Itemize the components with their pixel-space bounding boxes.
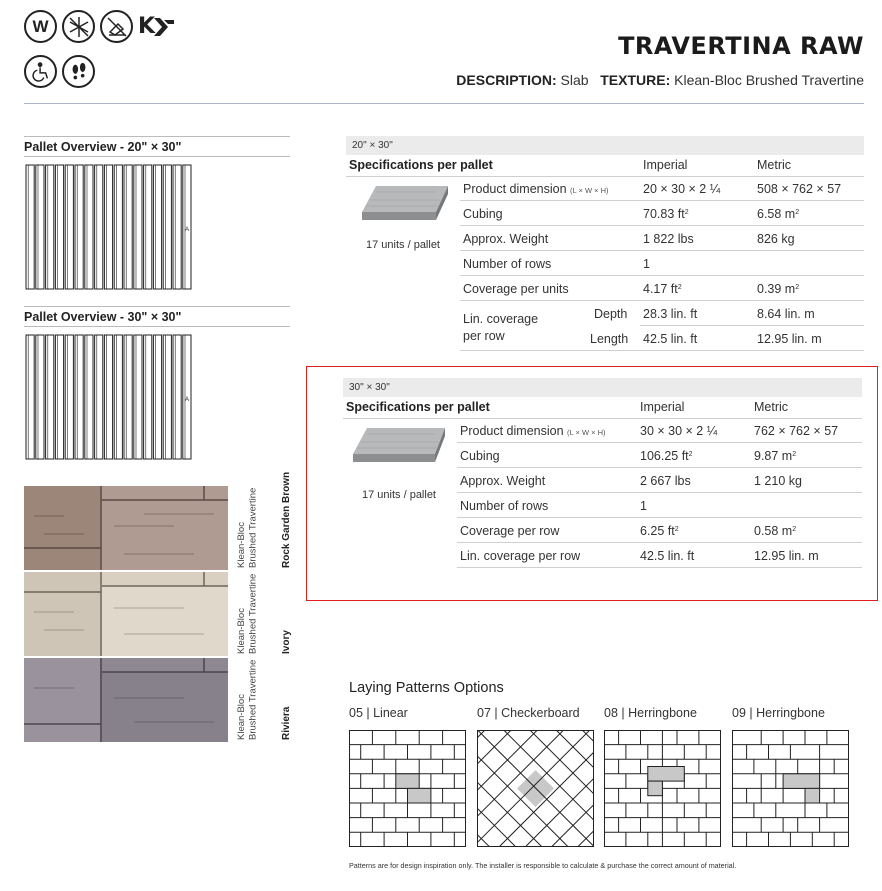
spec-size-band: 30" × 30"	[343, 378, 862, 397]
pallet-slab	[134, 335, 142, 459]
depth-metric: 8.64 lin. m	[757, 307, 815, 321]
length-metric: 12.95 lin. m	[757, 332, 822, 346]
length-imperial: 42.5 lin. ft	[643, 332, 698, 346]
row-metric: 12.95 lin. m	[754, 549, 819, 563]
pattern-highlight-unit	[396, 774, 419, 789]
row-imperial: 20 × 30 × 2 ¼	[643, 182, 721, 196]
pallet-drawing-1	[24, 163, 204, 291]
units-per-pallet: 17 units / pallet	[362, 489, 436, 501]
pattern-highlight-unit	[408, 788, 431, 803]
pallet-slab	[163, 165, 171, 289]
pallet-slab	[95, 335, 103, 459]
pallet-slab	[144, 165, 152, 289]
spec-size-band: 20" × 30"	[346, 136, 864, 155]
pattern-highlight-unit	[648, 767, 685, 782]
pallet-slab	[46, 335, 54, 459]
row-metric: 0.58 $m^2$	[754, 524, 797, 538]
wheelchair-accessible-icon	[24, 55, 57, 88]
pallet-slab	[124, 335, 132, 459]
row-label: Cubing	[463, 207, 503, 221]
pattern-highlight-unit	[783, 774, 820, 789]
kb-logo: K	[138, 10, 174, 43]
col-imperial: Imperial	[640, 400, 685, 414]
row-metric: 6.58 $m^2$	[757, 207, 800, 221]
pattern-highlight-unit	[648, 781, 663, 796]
col-metric: Metric	[757, 158, 792, 172]
row-imperial: 106.25 $ft^2$	[640, 449, 693, 463]
pallet-rule	[24, 306, 290, 307]
row-imperial: 30 × 30 × 2 ¼	[640, 424, 718, 438]
row-metric: 0.39 $m^2$	[757, 282, 800, 296]
pattern-label-checkerboard: 07 | Checkerboard	[477, 706, 580, 720]
product-title: TRAVERTINA RAW	[618, 32, 864, 60]
col-metric: Metric	[754, 400, 789, 414]
row-label: Number of rows	[460, 499, 549, 513]
pallet-rule	[24, 156, 290, 157]
certification-icons-row	[24, 10, 174, 43]
row-label: Coverage per row	[460, 524, 560, 538]
pallet-slab	[65, 335, 73, 459]
pattern-label-herringbone-08: 08 | Herringbone	[604, 706, 697, 720]
pallet-slab	[26, 335, 34, 459]
row-label: Lin. coverage per row	[460, 549, 581, 563]
row-metric: 826 kg	[757, 232, 795, 246]
row-label: Cubing	[460, 449, 500, 463]
header-divider	[24, 103, 864, 104]
slab-illustration	[349, 424, 449, 474]
accessibility-icons-row	[24, 55, 95, 88]
pallet-slab	[173, 165, 181, 289]
row-metric: 9.87 $m^2$	[754, 449, 797, 463]
pallet-slab	[36, 165, 44, 289]
col-imperial: Imperial	[643, 158, 688, 172]
row-metric: 762 × 762 × 57	[754, 424, 839, 438]
row-metric: 508 × 762 × 57	[757, 182, 842, 196]
pallet-slab	[173, 335, 181, 459]
pallet-title-1: Pallet Overview - 20" × 30"	[24, 140, 182, 154]
depth-label: Depth	[594, 307, 628, 321]
units-per-pallet: 17 units / pallet	[366, 239, 440, 251]
pallet-slab	[124, 165, 132, 289]
footnote: Patterns are for design inspiration only. The installer is responsible to calculate & purchase the correct amount of material.	[349, 861, 737, 870]
swatch-rock-garden-brown	[24, 486, 228, 570]
pallet-slab	[55, 335, 63, 459]
pedestrian-icon	[62, 55, 95, 88]
pattern-label-herringbone-09: 09 | Herringbone	[732, 706, 825, 720]
row-imperial: 6.25 $ft^2$	[640, 524, 679, 538]
spec-heading: Specifications per pallet	[346, 400, 490, 414]
row-label: Approx. Weight	[460, 474, 546, 488]
slab-illustration	[356, 182, 452, 232]
row-label: Number of rows	[463, 257, 552, 271]
description-line: DESCRIPTION: Slab TEXTURE: Klean-Bloc Brushed Travertine	[456, 72, 864, 88]
no-salt-icon	[100, 10, 133, 43]
pallet-slab	[134, 165, 142, 289]
lin-coverage-label-2: per row	[463, 329, 505, 343]
pallet-title-2: Pallet Overview - 30" × 30"	[24, 310, 182, 324]
row-metric: 1 210 kg	[754, 474, 802, 488]
pallet-slab	[85, 165, 93, 289]
pattern-herringbone-09-diagram	[732, 730, 849, 847]
length-label: Length	[590, 332, 629, 346]
pallet-slab	[75, 165, 83, 289]
pallet-slab	[46, 165, 54, 289]
row-label: Coverage per units	[463, 282, 569, 296]
pallet-slab	[114, 335, 122, 459]
pallet-slab	[104, 335, 112, 459]
pattern-highlight-unit	[805, 788, 820, 803]
pattern-checkerboard-diagram	[477, 730, 594, 847]
swatch-riviera	[24, 658, 228, 742]
no-frost-icon	[62, 10, 95, 43]
pattern-linear-diagram	[349, 730, 466, 847]
pallet-drawing-2	[24, 333, 204, 461]
pallet-slab	[163, 335, 171, 459]
pallet-slab	[104, 165, 112, 289]
pallet-slab	[65, 165, 73, 289]
w-icon: W	[24, 10, 57, 43]
pallet-slab	[153, 165, 161, 289]
row-label: Product dimension (L × W × H)	[460, 424, 606, 438]
pallet-rule	[24, 326, 290, 327]
row-imperial: 42.5 lin. ft	[640, 549, 695, 563]
pattern-herringbone-08-diagram	[604, 730, 721, 847]
pallet-marker: A	[185, 227, 190, 233]
pallet-slab	[153, 335, 161, 459]
pallet-slab	[85, 335, 93, 459]
row-label: Approx. Weight	[463, 232, 549, 246]
pallet-slab	[26, 165, 34, 289]
row-imperial: 2 667 lbs	[640, 474, 691, 488]
depth-imperial: 28.3 lin. ft	[643, 307, 698, 321]
spec-table-20x30	[346, 136, 864, 356]
spec-table-30x30	[343, 378, 862, 573]
row-imperial: 1 822 lbs	[643, 232, 694, 246]
pallet-slab	[75, 335, 83, 459]
spec-heading: Specifications per pallet	[349, 158, 493, 172]
swatch-color-name: Ivory	[281, 630, 292, 654]
row-imperial: 1	[640, 499, 647, 513]
pallet-rule	[24, 136, 290, 137]
swatch-finish-label: Klean-Bloc Brushed Travertine	[236, 659, 259, 740]
swatch-color-name: Rock Garden Brown	[281, 471, 292, 568]
pattern-label-linear: 05 | Linear	[349, 706, 408, 720]
laying-patterns-title: Laying Patterns Options	[349, 680, 504, 696]
pallet-slab	[55, 165, 63, 289]
swatch-finish-label: Klean-Bloc Brushed Travertine	[236, 573, 259, 654]
pallet-marker: A	[185, 397, 190, 403]
swatch-color-name: Riviera	[281, 706, 292, 740]
swatch-ivory	[24, 572, 228, 656]
row-imperial: 1	[643, 257, 650, 271]
pallet-slab	[95, 165, 103, 289]
lin-coverage-label-1: Lin. coverage	[463, 312, 539, 326]
pallet-slab	[114, 165, 122, 289]
pallet-slab	[36, 335, 44, 459]
row-imperial: 4.17 $ft^2$	[643, 282, 682, 296]
pallet-slab	[144, 335, 152, 459]
row-label: Product dimension (L × W × H)	[463, 182, 609, 196]
swatch-finish-label: Klean-Bloc Brushed Travertine	[236, 487, 259, 568]
row-imperial: 70.83 $ft^2$	[643, 207, 689, 221]
